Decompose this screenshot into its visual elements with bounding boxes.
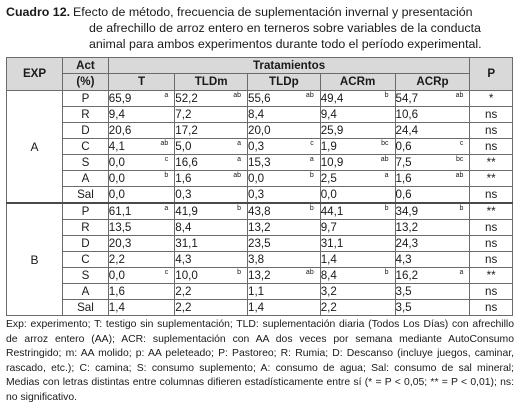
significance-letter: c bbox=[310, 140, 314, 147]
value-number: 10,9 bbox=[320, 155, 344, 169]
value-number: 9,4 bbox=[320, 107, 337, 121]
header-treatment-tldp: TLDp bbox=[248, 74, 321, 91]
p-value-cell: ns bbox=[470, 107, 513, 123]
value-cell bbox=[108, 187, 174, 204]
value-number: 2,2 bbox=[108, 252, 125, 266]
act-cell: D bbox=[63, 123, 109, 139]
value-cell bbox=[320, 91, 395, 107]
value-cell bbox=[175, 155, 248, 171]
table-body bbox=[7, 91, 513, 316]
header-tratamientos: Tratamientos bbox=[108, 58, 470, 74]
value-number: 2,5 bbox=[320, 171, 337, 185]
value-number: 2,2 bbox=[175, 284, 192, 298]
value-cell bbox=[248, 252, 321, 268]
significance-letter: a bbox=[237, 140, 241, 147]
significance-letter: a bbox=[459, 269, 464, 276]
value-cell bbox=[320, 268, 395, 284]
value-cell bbox=[248, 284, 321, 300]
value-cell bbox=[248, 220, 321, 236]
value-number: 0,0 bbox=[108, 171, 125, 185]
value-number: 65,9 bbox=[108, 91, 132, 105]
value-cell bbox=[248, 187, 321, 204]
p-value-cell: ns bbox=[470, 252, 513, 268]
caption-label: Cuadro 12. bbox=[6, 5, 71, 19]
value-cell bbox=[395, 284, 470, 300]
value-number: 4,3 bbox=[395, 252, 412, 266]
value-number: 13,5 bbox=[108, 220, 132, 234]
act-cell: P bbox=[63, 91, 109, 107]
value-number: 1,6 bbox=[108, 284, 125, 298]
value-number: 0,6 bbox=[395, 187, 412, 201]
act-cell: R bbox=[63, 220, 109, 236]
value-cell bbox=[320, 187, 395, 204]
value-cell bbox=[320, 139, 395, 155]
significance-letter: bc bbox=[455, 156, 464, 163]
value-number: 5,0 bbox=[175, 139, 192, 153]
value-cell bbox=[248, 107, 321, 123]
act-cell: A bbox=[63, 171, 109, 187]
value-number: 2,2 bbox=[175, 300, 192, 314]
significance-letter: a bbox=[164, 205, 169, 212]
significance-letter: a bbox=[237, 156, 241, 163]
table-header bbox=[7, 58, 513, 91]
significance-letter: b bbox=[237, 205, 241, 212]
value-cell bbox=[175, 91, 248, 107]
value-cell bbox=[175, 284, 248, 300]
value-number: 3,5 bbox=[395, 284, 412, 298]
table-row bbox=[7, 220, 513, 236]
value-number: 4,3 bbox=[175, 252, 192, 266]
header-treatment-acrm: ACRm bbox=[320, 74, 395, 91]
header-treatment-t: T bbox=[108, 74, 174, 91]
value-cell bbox=[320, 236, 395, 252]
value-number: 43,8 bbox=[248, 204, 271, 218]
table-row bbox=[7, 252, 513, 268]
act-cell: R bbox=[63, 107, 109, 123]
table-row bbox=[7, 268, 513, 284]
value-cell bbox=[248, 300, 321, 316]
act-cell: A bbox=[63, 284, 109, 300]
value-cell bbox=[248, 139, 321, 155]
value-cell bbox=[395, 123, 470, 139]
value-number: 61,1 bbox=[108, 204, 132, 218]
p-value-cell: ** bbox=[470, 171, 513, 187]
value-cell bbox=[175, 203, 248, 220]
exp-cell: A bbox=[7, 91, 63, 204]
value-number: 34,9 bbox=[395, 204, 419, 218]
value-cell bbox=[248, 268, 321, 284]
value-cell bbox=[320, 284, 395, 300]
value-number: 9,7 bbox=[320, 220, 337, 234]
results-table bbox=[6, 57, 513, 316]
table-footnote: Exp: experimento; T: testigo sin suplementación; TLD: suplementación diaria (Todos Los Días) con afrechillo de arroz entero (AA); ACR: suplementación con AA dos veces por semana mediante AutoConsumo Restringido; m: AA molido; p: AA peleteado; P: Pastoreo; R: Rumia; D: Descanso (incluye juegos, caminar, rascado, etc.); C: camina; S: consumo suplemento; A: consumo de agua; Sal: consumo de sal mineral; Medias con letras distintas entre columnas difieren estadísticamente entre sí (* = P < 0,05; ** = P < 0,01); ns: no significativo. bbox=[6, 319, 514, 403]
value-number: 20,3 bbox=[108, 236, 132, 250]
significance-letter: b bbox=[384, 269, 389, 276]
value-number: 7,5 bbox=[395, 155, 412, 169]
value-cell bbox=[175, 187, 248, 204]
value-number: 8,4 bbox=[320, 268, 337, 282]
value-cell bbox=[320, 155, 395, 171]
value-cell bbox=[108, 107, 174, 123]
value-number: 2,2 bbox=[320, 300, 337, 314]
value-number: 0,0 bbox=[108, 187, 125, 201]
table-row bbox=[7, 171, 513, 187]
value-cell bbox=[248, 171, 321, 187]
value-number: 13,2 bbox=[395, 220, 419, 234]
significance-letter: b bbox=[384, 92, 389, 99]
value-number: 0,3 bbox=[248, 187, 265, 201]
header-exp: EXP bbox=[7, 58, 63, 91]
value-number: 10,0 bbox=[175, 268, 198, 282]
value-number: 16,6 bbox=[175, 155, 198, 169]
p-value-cell: * bbox=[470, 91, 513, 107]
significance-letter: ab bbox=[455, 92, 464, 99]
value-cell bbox=[395, 252, 470, 268]
value-cell bbox=[395, 220, 470, 236]
act-cell: Sal bbox=[63, 300, 109, 316]
value-number: 8,4 bbox=[175, 220, 192, 234]
value-number: 44,1 bbox=[320, 204, 344, 218]
significance-letter: a bbox=[309, 156, 314, 163]
value-cell bbox=[175, 220, 248, 236]
value-number: 3,5 bbox=[395, 300, 412, 314]
value-number: 1,4 bbox=[108, 300, 125, 314]
value-number: 1,6 bbox=[395, 171, 412, 185]
p-value-cell: ** bbox=[470, 203, 513, 220]
value-cell bbox=[108, 284, 174, 300]
value-number: 3,8 bbox=[248, 252, 265, 266]
significance-letter: ab bbox=[233, 172, 241, 179]
value-cell bbox=[320, 300, 395, 316]
value-cell bbox=[395, 187, 470, 204]
header-treatment-acrp: ACRp bbox=[395, 74, 470, 91]
value-cell bbox=[320, 171, 395, 187]
header-act: Act bbox=[63, 58, 109, 74]
value-cell bbox=[320, 220, 395, 236]
value-number: 25,9 bbox=[320, 123, 344, 137]
act-cell: Sal bbox=[63, 187, 109, 204]
value-cell bbox=[175, 236, 248, 252]
value-cell bbox=[108, 300, 174, 316]
value-cell bbox=[395, 236, 470, 252]
p-value-cell: ** bbox=[470, 268, 513, 284]
value-cell bbox=[395, 107, 470, 123]
value-cell bbox=[395, 300, 470, 316]
value-number: 52,2 bbox=[175, 91, 198, 105]
value-cell bbox=[320, 203, 395, 220]
value-cell bbox=[108, 171, 174, 187]
value-number: 0,3 bbox=[248, 139, 265, 153]
value-number: 4,1 bbox=[108, 139, 125, 153]
header-act-unit: (%) bbox=[63, 74, 109, 91]
value-cell bbox=[108, 220, 174, 236]
significance-letter: a bbox=[384, 172, 389, 179]
value-cell bbox=[395, 203, 470, 220]
value-cell bbox=[108, 91, 174, 107]
table-row bbox=[7, 139, 513, 155]
p-value-cell: ** bbox=[470, 155, 513, 171]
caption-line-1: Efecto de método, frecuencia de suplementación invernal y presentación bbox=[73, 5, 473, 19]
significance-letter: b bbox=[164, 172, 169, 179]
table-row bbox=[7, 123, 513, 139]
value-number: 0,6 bbox=[395, 139, 412, 153]
value-number: 0,3 bbox=[175, 187, 192, 201]
value-cell bbox=[395, 171, 470, 187]
p-value-cell: ns bbox=[470, 300, 513, 316]
value-number: 20,6 bbox=[108, 123, 132, 137]
value-number: 8,4 bbox=[248, 107, 265, 121]
value-number: 54,7 bbox=[395, 91, 419, 105]
value-cell bbox=[395, 268, 470, 284]
caption-line-3: animal para ambos experimentos durante todo el período experimental. bbox=[89, 37, 482, 51]
act-cell: D bbox=[63, 236, 109, 252]
value-cell bbox=[108, 252, 174, 268]
p-value-cell: ns bbox=[470, 220, 513, 236]
significance-letter: ab bbox=[380, 156, 389, 163]
value-cell bbox=[108, 155, 174, 171]
value-number: 1,4 bbox=[320, 252, 337, 266]
significance-letter: bc bbox=[381, 140, 389, 147]
p-value-cell: ns bbox=[470, 236, 513, 252]
value-number: 13,2 bbox=[248, 220, 271, 234]
value-cell bbox=[320, 107, 395, 123]
value-number: 23,5 bbox=[248, 236, 271, 250]
value-cell bbox=[108, 268, 174, 284]
significance-letter: a bbox=[164, 92, 169, 99]
value-number: 1,4 bbox=[248, 300, 265, 314]
significance-letter: c bbox=[164, 156, 169, 163]
value-cell bbox=[248, 203, 321, 220]
act-cell: S bbox=[63, 268, 109, 284]
table-row bbox=[7, 236, 513, 252]
value-cell bbox=[108, 123, 174, 139]
significance-letter: c bbox=[459, 140, 464, 147]
exp-cell: B bbox=[7, 203, 63, 316]
significance-letter: b bbox=[309, 172, 314, 179]
value-number: 10,6 bbox=[395, 107, 419, 121]
significance-letter: ab bbox=[305, 269, 314, 276]
value-cell bbox=[248, 91, 321, 107]
value-number: 1,9 bbox=[320, 139, 337, 153]
value-number: 31,1 bbox=[175, 236, 198, 250]
value-cell bbox=[175, 123, 248, 139]
table-row bbox=[7, 203, 513, 220]
p-value-cell: ns bbox=[470, 139, 513, 155]
significance-letter: ab bbox=[160, 140, 169, 147]
value-number: 24,3 bbox=[395, 236, 419, 250]
significance-letter: b bbox=[309, 205, 314, 212]
caption-line-2: de afrechillo de arroz entero en terneros sobre variables de la conducta bbox=[89, 21, 481, 35]
value-number: 16,2 bbox=[395, 268, 419, 282]
value-number: 0,0 bbox=[108, 155, 125, 169]
value-number: 7,2 bbox=[175, 107, 192, 121]
value-number: 0,0 bbox=[320, 187, 337, 201]
value-cell bbox=[395, 155, 470, 171]
value-cell bbox=[395, 91, 470, 107]
value-number: 1,1 bbox=[248, 284, 265, 298]
significance-letter: c bbox=[164, 269, 169, 276]
value-cell bbox=[320, 123, 395, 139]
value-number: 0,0 bbox=[248, 171, 265, 185]
value-cell bbox=[395, 139, 470, 155]
significance-letter: b bbox=[459, 205, 464, 212]
table-row bbox=[7, 284, 513, 300]
value-cell bbox=[175, 171, 248, 187]
value-number: 17,2 bbox=[175, 123, 198, 137]
act-cell: C bbox=[63, 252, 109, 268]
value-number: 49,4 bbox=[320, 91, 344, 105]
value-cell bbox=[108, 203, 174, 220]
table-row bbox=[7, 155, 513, 171]
value-cell bbox=[320, 252, 395, 268]
value-number: 31,1 bbox=[320, 236, 344, 250]
value-number: 0,0 bbox=[108, 268, 125, 282]
value-cell bbox=[248, 155, 321, 171]
table-row bbox=[7, 107, 513, 123]
value-cell bbox=[175, 268, 248, 284]
value-number: 1,6 bbox=[175, 171, 192, 185]
significance-letter: b bbox=[237, 269, 241, 276]
table-row bbox=[7, 187, 513, 204]
value-cell bbox=[108, 139, 174, 155]
header-treatment-tldm: TLDm bbox=[175, 74, 248, 91]
value-cell bbox=[175, 139, 248, 155]
value-number: 24,4 bbox=[395, 123, 419, 137]
value-number: 13,2 bbox=[248, 268, 271, 282]
p-value-cell: ns bbox=[470, 187, 513, 204]
value-cell bbox=[248, 123, 321, 139]
value-cell bbox=[248, 236, 321, 252]
act-cell: S bbox=[63, 155, 109, 171]
significance-letter: ab bbox=[455, 172, 464, 179]
p-value-cell: ns bbox=[470, 123, 513, 139]
value-cell bbox=[175, 107, 248, 123]
table-row bbox=[7, 91, 513, 107]
value-number: 20,0 bbox=[248, 123, 271, 137]
act-cell: C bbox=[63, 139, 109, 155]
header-p: P bbox=[470, 58, 513, 91]
significance-letter: ab bbox=[233, 92, 241, 99]
act-cell: P bbox=[63, 203, 109, 220]
table-row bbox=[7, 300, 513, 316]
value-cell bbox=[175, 252, 248, 268]
p-value-cell: ns bbox=[470, 284, 513, 300]
value-cell bbox=[175, 300, 248, 316]
significance-letter: b bbox=[384, 205, 389, 212]
value-number: 15,3 bbox=[248, 155, 271, 169]
significance-letter: ab bbox=[305, 92, 314, 99]
value-number: 41,9 bbox=[175, 204, 198, 218]
value-number: 55,6 bbox=[248, 91, 271, 105]
table-caption bbox=[6, 4, 514, 52]
value-number: 3,2 bbox=[320, 284, 337, 298]
value-number: 9,4 bbox=[108, 107, 125, 121]
value-cell bbox=[108, 236, 174, 252]
